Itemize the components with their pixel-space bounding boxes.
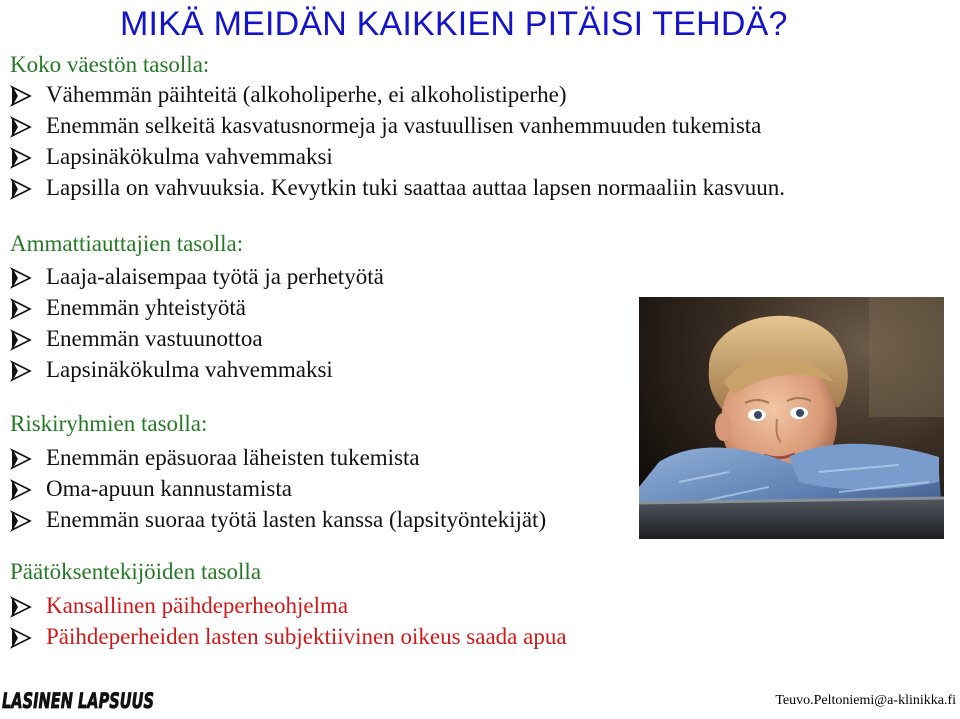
footer-email: Teuvo.Peltoniemi@a-klinikka.fi	[775, 693, 956, 708]
arrowhead-bullet-icon	[10, 178, 46, 198]
list-item	[10, 141, 785, 172]
list-item-text: Enemmän selkeitä kasvatusnormeja ja vastuullisen vanhemmuuden tukemista	[46, 113, 762, 138]
list-item-text: Enemmän vastuunottoa	[46, 326, 263, 351]
bullet-list-decision-makers	[10, 590, 567, 652]
section-heading-population: Koko väestön tasolla:	[10, 52, 210, 77]
list-item-text: Enemmän yhteistyötä	[46, 295, 246, 320]
arrowhead-bullet-icon	[10, 510, 46, 530]
list-item	[10, 172, 785, 203]
list-item-text: Laaja-alaisempaa työtä ja perhetyötä	[46, 264, 384, 289]
arrowhead-bullet-icon	[10, 448, 46, 468]
list-item	[10, 323, 384, 354]
list-item	[10, 473, 546, 504]
list-item	[10, 292, 384, 323]
child-photo	[639, 297, 944, 539]
arrowhead-bullet-icon	[10, 329, 46, 349]
list-item	[10, 504, 546, 535]
list-item-text: Lapsinäkökulma vahvemmaksi	[46, 357, 333, 382]
bullet-list-risk-groups	[10, 442, 546, 535]
bullet-list-professionals	[10, 261, 384, 385]
list-item-text: Enemmän epäsuoraa läheisten tukemista	[46, 445, 420, 470]
list-item-text: Enemmän suoraa työtä lasten kanssa (lapsityöntekijät)	[46, 507, 547, 532]
list-item	[10, 354, 384, 385]
arrowhead-bullet-icon	[10, 596, 46, 616]
list-item-text: Vähemmän päihteitä (alkoholiperhe, ei alkoholistiperhe)	[46, 82, 567, 107]
arrowhead-bullet-icon	[10, 116, 46, 136]
list-item	[10, 261, 384, 292]
list-item	[10, 621, 567, 652]
list-item	[10, 79, 785, 110]
logo-text: LASINEN LAPSUUS	[2, 689, 154, 713]
arrowhead-bullet-icon	[10, 298, 46, 318]
arrowhead-bullet-icon	[10, 267, 46, 287]
list-item	[10, 442, 546, 473]
arrowhead-bullet-icon	[10, 360, 46, 380]
section-heading-risk-groups: Riskiryhmien tasolla:	[10, 411, 208, 436]
arrowhead-bullet-icon	[10, 85, 46, 105]
section-heading-professionals: Ammattiauttajien tasolla:	[10, 231, 244, 256]
arrowhead-bullet-icon	[10, 479, 46, 499]
arrowhead-bullet-icon	[10, 147, 46, 167]
list-item-text: Oma-apuun kannustamista	[46, 476, 292, 501]
list-item	[10, 110, 785, 141]
list-item-text: Lapsinäkökulma vahvemmaksi	[46, 144, 333, 169]
section-heading-decision-makers: Päätöksentekijöiden tasolla	[10, 559, 262, 584]
slide-title: MIKÄ MEIDÄN KAIKKIEN PITÄISI TEHDÄ?	[120, 5, 788, 43]
arrowhead-bullet-icon	[10, 627, 46, 647]
list-item-text: Kansallinen päihdeperheohjelma	[46, 593, 349, 618]
bullet-list-population	[10, 79, 785, 203]
list-item	[10, 590, 567, 621]
lasinen-lapsuus-logo	[2, 684, 158, 714]
child-photo-illustration	[639, 297, 944, 539]
list-item-text: Lapsilla on vahvuuksia. Kevytkin tuki saattaa auttaa lapsen normaaliin kasvuun.	[46, 175, 785, 200]
list-item-text: Päihdeperheiden lasten subjektiivinen oikeus saada apua	[46, 624, 567, 649]
